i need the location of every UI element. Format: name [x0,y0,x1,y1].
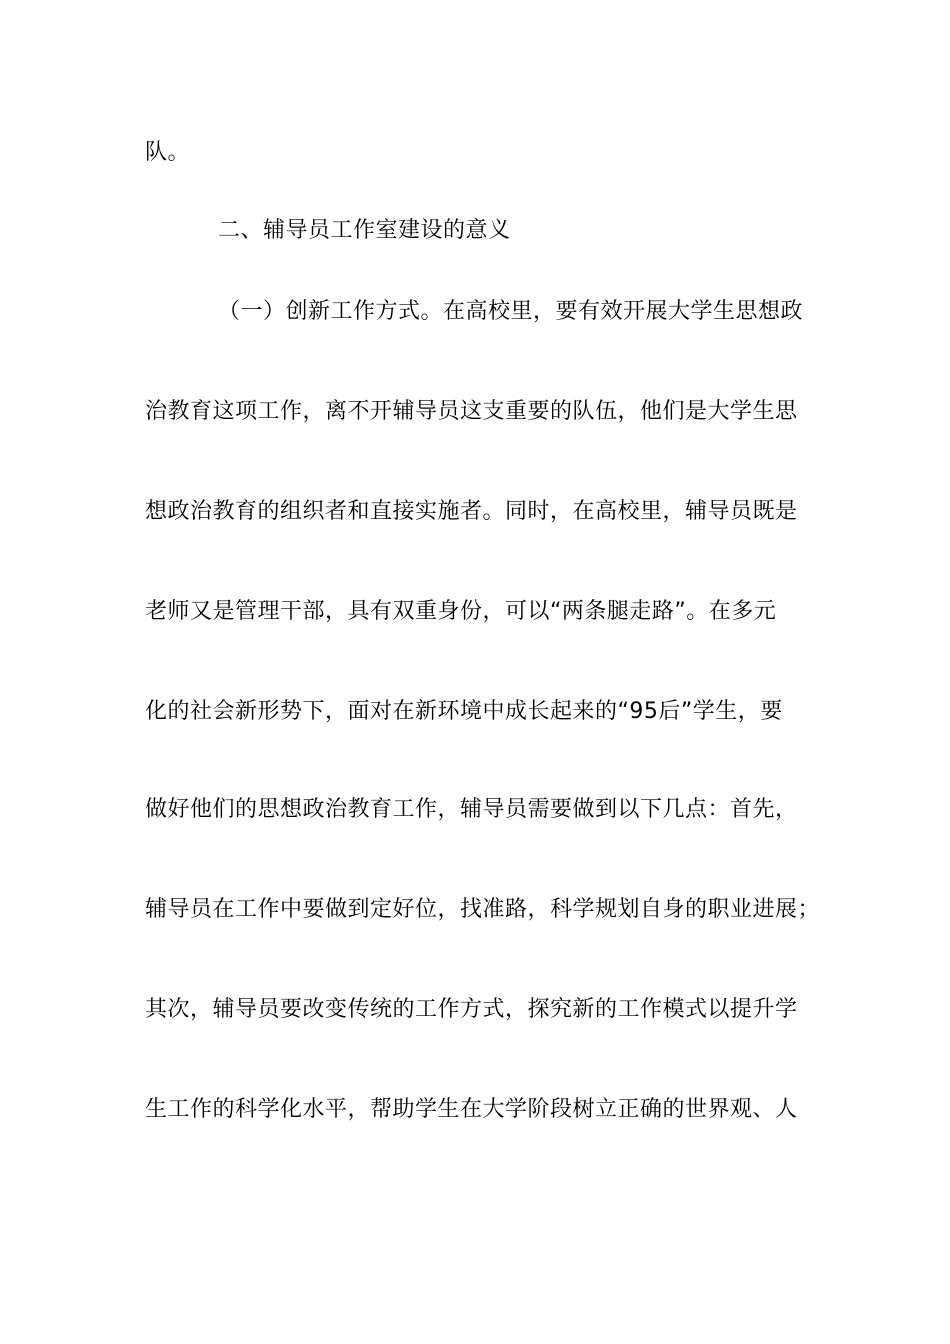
body-text-line: 其次，辅导员要改变传统的工作方式，探究新的工作模式以提升学 [145,997,798,1022]
section-heading: 二、辅导员工作室建设的意义 [218,218,511,243]
body-text-line: 治教育这项工作，离不开辅导员这支重要的队伍，他们是大学生思 [145,399,798,424]
body-text-line: 生工作的科学化水平，帮助学生在大学阶段树立正确的世界观、人 [145,1097,798,1122]
body-text-line: 做好他们的思想政治教育工作，辅导员需要做到以下几点：首先， [145,797,798,822]
body-text-line: 化的社会新形势下，面对在新环境中成长起来的“95后”学生，要 [145,699,783,724]
body-text-line: 辅导员在工作中要做到定好位，找准路，科学规划自身的职业进展； [145,897,821,922]
paragraph-end-line: 队。 [145,140,191,165]
subsection-heading-line: （一）创新工作方式。在高校里，要有效开展大学生思想政 [218,299,804,324]
body-text-line: 想政治教育的组织者和直接实施者。同时，在高校里，辅导员既是 [145,499,798,524]
body-text-line: 老师又是管理干部，具有双重身份，可以“两条腿走路”。在多元 [145,599,777,624]
